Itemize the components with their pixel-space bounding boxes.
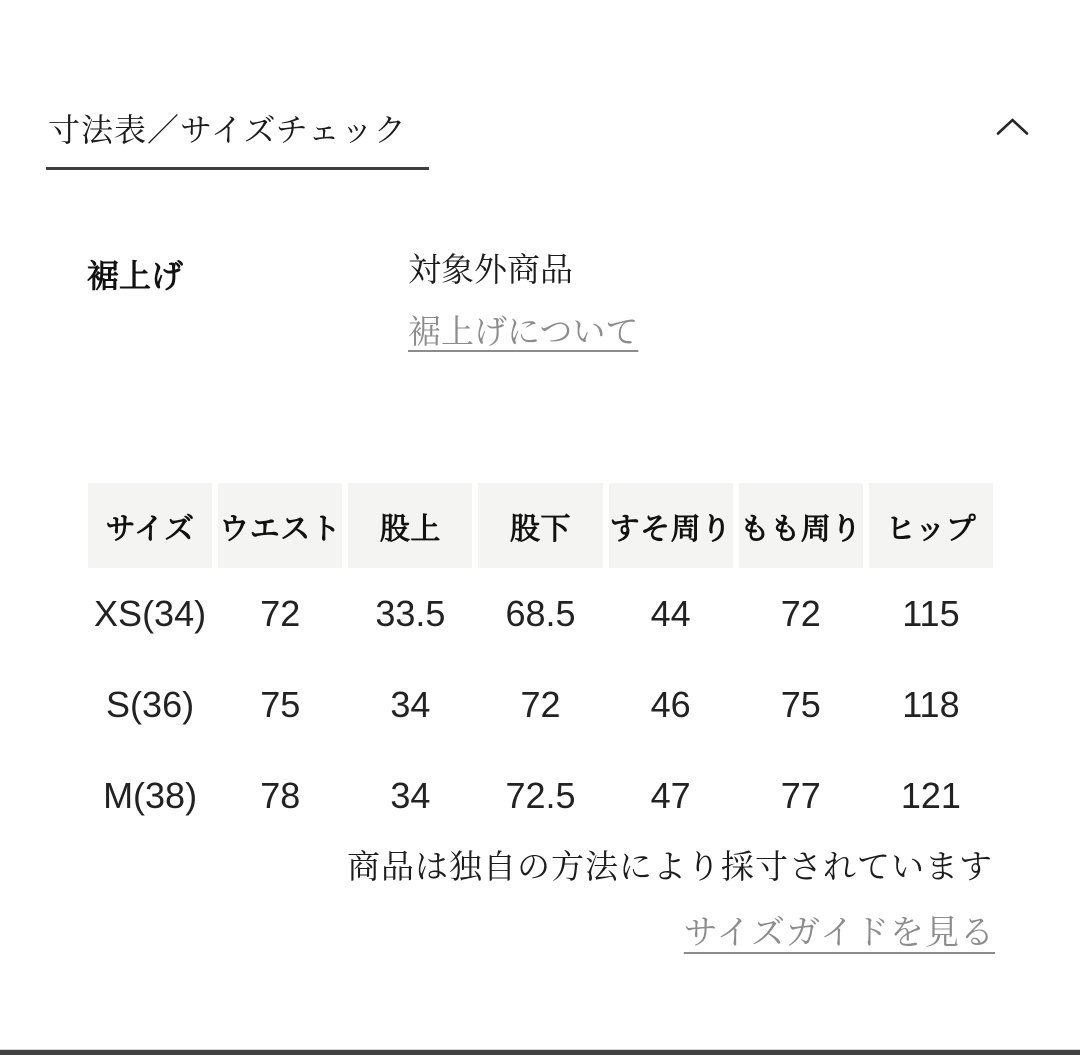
measurement-value: 34 [348, 750, 472, 841]
hem-about-link[interactable]: 裾上げについて [408, 313, 639, 351]
measurement-value: 72 [739, 568, 863, 659]
measurement-value: 118 [869, 659, 993, 750]
measurement-value: 72 [478, 659, 602, 750]
measurement-value: 47 [609, 750, 733, 841]
measurement-value: 72.5 [478, 750, 602, 841]
hem-alteration-label: 裾上げ [87, 258, 184, 294]
column-header-thigh: もも周り [739, 483, 863, 568]
hem-alteration-value [408, 249, 638, 353]
measurement-value: 75 [739, 659, 863, 750]
size-label: XS(34) [88, 568, 212, 659]
hem-status-text: 対象外商品 [408, 251, 573, 288]
chevron-up-icon [996, 117, 1029, 136]
table-row-s [88, 659, 993, 750]
table-row-m [88, 750, 993, 841]
column-header-hip: ヒップ [869, 483, 993, 568]
table-row-xs [88, 568, 993, 659]
column-header-size: サイズ [88, 483, 212, 568]
size-label: M(38) [88, 750, 212, 841]
measurement-note: 商品は独自の方法により採寸されています [347, 848, 993, 885]
bottom-bar [0, 1049, 1080, 1055]
section-title: 寸法表／サイズチェック [46, 105, 429, 170]
measurement-value: 33.5 [348, 568, 472, 659]
column-header-rise: 股上 [348, 483, 472, 568]
measurement-value: 121 [869, 750, 993, 841]
measurement-value: 68.5 [478, 568, 602, 659]
measurement-value: 72 [218, 568, 342, 659]
column-header-inseam: 股下 [478, 483, 602, 568]
measurement-value: 44 [609, 568, 733, 659]
measurement-value: 115 [869, 568, 993, 659]
measurement-value: 34 [348, 659, 472, 750]
size-guide-link[interactable]: サイズガイドを見る [683, 914, 995, 952]
collapse-button[interactable] [992, 111, 1032, 141]
column-header-hem-width: すそ周り [609, 483, 733, 568]
measurement-value: 78 [218, 750, 342, 841]
size-label: S(36) [88, 659, 212, 750]
size-table [88, 483, 993, 841]
measurement-value: 77 [739, 750, 863, 841]
measurement-value: 46 [609, 659, 733, 750]
column-header-waist: ウエスト [218, 483, 342, 568]
table-header-row [88, 483, 993, 568]
accordion-header[interactable] [46, 105, 1034, 170]
measurement-value: 75 [218, 659, 342, 750]
